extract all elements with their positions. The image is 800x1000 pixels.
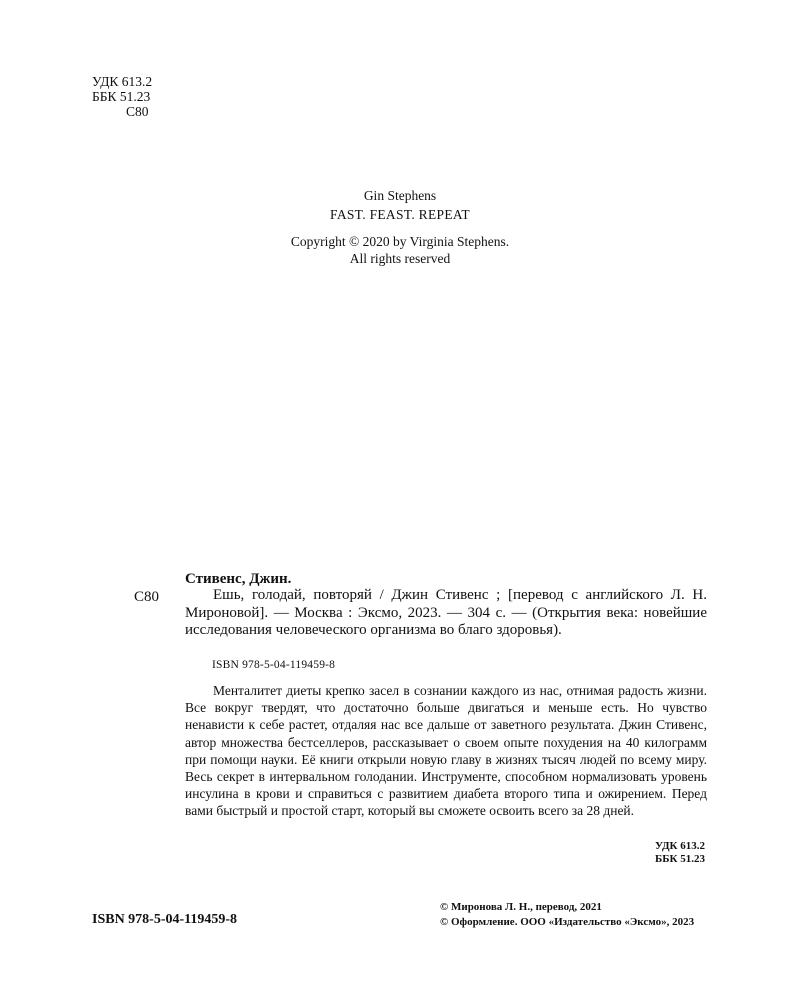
catalog-code: С80 bbox=[134, 589, 160, 605]
copyright-line: Copyright © 2020 by Virginia Stephens. bbox=[290, 234, 510, 249]
catalog-author-heading: Стивенс, Джин. bbox=[185, 571, 292, 587]
russian-copyrights bbox=[440, 900, 694, 930]
classification-bottom bbox=[630, 840, 705, 866]
annotation bbox=[185, 682, 707, 820]
original-author: Gin Stephens bbox=[363, 188, 437, 203]
catalog-entry-text: Ешь, голодай, повторяй / Джин Стивенс ; [перевод с английского Л. Н. Мироновой]. — Москва : Эксмо, 2023. — 304 с. — (Открытия века: новейшие исследования человеческого организма во благо здоровья). bbox=[185, 587, 707, 638]
bbk-code: ББК 51.23 bbox=[92, 89, 151, 104]
author-mark: С80 bbox=[126, 104, 149, 119]
annotation-text: Менталитет диеты крепко засел в сознании каждого из нас, отнимая радость жизни. Все вокруг твердят, что достаточно больше двигаться и меньше есть. Но чувство ненависти к себе растет, отдаляя нас все дальше от заветного результата. Джин Стивенс, автор множества бестселлеров, рассказывает о своем опыте похудения на 40 килограмм при помощи науки. Её книги открыли новую главу в жизнях тысяч людей по всему миру. Весь секрет в интервальном голодании. Инструменте, способном нормализовать уровень инсулина в крови и справиться с развитием диабета второго типа и ожирением. Перед вами быстрый и простой старт, который вы сможете освоить всего за 28 дней. bbox=[185, 683, 707, 819]
design-copyright: © Оформление. ООО «Издательство «Эксмо», 2023 bbox=[440, 916, 695, 928]
rights-line: All rights reserved bbox=[349, 251, 451, 266]
bbk-code-bottom: ББК 51.23 bbox=[654, 853, 705, 865]
footer-isbn: ISBN 978-5-04-119459-8 bbox=[92, 912, 238, 927]
udk-code: УДК 613.2 bbox=[92, 74, 153, 89]
classification-top bbox=[92, 74, 152, 119]
translation-copyright: © Миронова Л. Н., перевод, 2021 bbox=[440, 901, 602, 913]
catalog-isbn: ISBN 978-5-04-119459-8 bbox=[212, 659, 336, 671]
original-title: FAST. FEAST. REPEAT bbox=[330, 207, 470, 222]
original-copyright bbox=[0, 233, 800, 267]
catalog-entry bbox=[185, 587, 707, 640]
udk-code-bottom: УДК 613.2 bbox=[654, 840, 705, 852]
